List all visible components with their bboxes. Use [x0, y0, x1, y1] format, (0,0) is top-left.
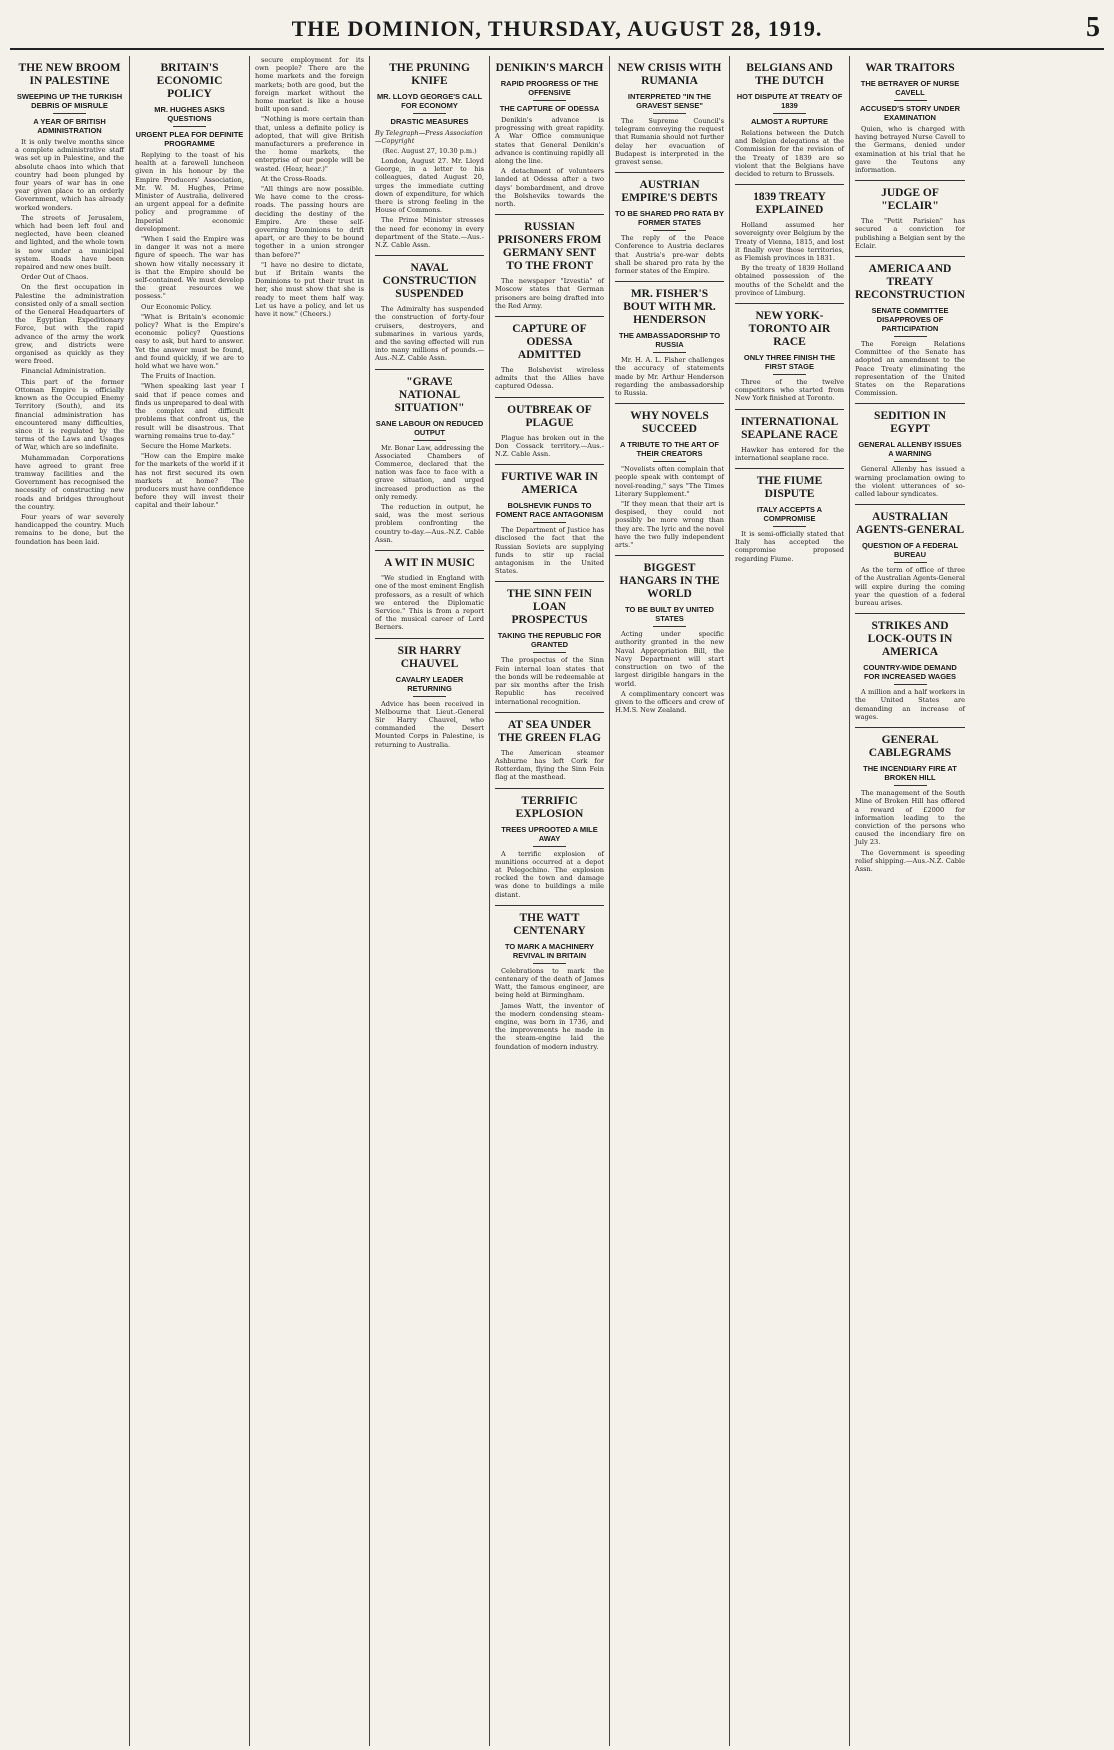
article-subhead: SENATE COMMITTEE DISAPPROVES OF PARTICIPATION	[871, 306, 949, 334]
article-paragraph: The Bolshevist wireless admits that the Allies have captured Odessa.	[495, 366, 604, 391]
article-headline: THE NEW BROOM IN PALESTINE	[18, 62, 121, 87]
article-divider	[855, 403, 965, 404]
article-paragraph: Relations between the Dutch and Belgian delegations at the Commission for the revision of the Treaty of 1839 are so violent that the Belgians have decided to return to Brussels.	[735, 129, 844, 179]
article-subhead: TREES UPROOTED A MILE AWAY	[501, 824, 598, 843]
article-subhead: CAVALRY LEADER RETURNING	[395, 674, 464, 693]
article-divider	[495, 905, 604, 906]
short-rule	[894, 562, 927, 563]
article-headline: BRITAIN'S ECONOMIC POLICY	[156, 62, 223, 100]
article-headline: JUDGE OF "ECLAIR"	[881, 187, 939, 213]
article-headline: THE WATT CENTENARY	[513, 911, 586, 937]
article-headline: NEW YORK-TORONTO AIR RACE	[748, 310, 831, 349]
short-rule	[773, 526, 806, 527]
article	[495, 581, 604, 705]
article-paragraph: Holland assumed her sovereignty over Belgium by the Treaty of Vienna, 1815, and lost it finally over those territories, as Flemish provinces in 1831.	[735, 221, 844, 263]
article-divider	[855, 256, 965, 257]
article-paragraph: It is only twelve months since a complete administrative staff was set up in Palestine, and the absolute chaos into which that country had been plunged by four years of war has in one year given place to an orderly Government, which has already worked wonders.	[15, 138, 124, 212]
article	[855, 180, 965, 250]
article	[615, 281, 724, 397]
article-deck: A YEAR OF BRITISH ADMINISTRATION	[33, 117, 106, 135]
article-subhead: A TRIBUTE TO THE ART OF THEIR CREATORS	[620, 440, 719, 459]
article-paragraph: Our Economic Policy.	[141, 302, 212, 311]
article-headline: THE SINN FEIN LOAN PROSPECTUS	[507, 588, 592, 627]
article-headline: AUSTRALIAN AGENTS-GENERAL	[856, 511, 964, 537]
article-paragraph: The Prime Minister stresses the need for economy in every department of the State.—Aus.-N.Z. Cable Assn.	[375, 216, 484, 250]
short-rule	[653, 352, 686, 353]
article-paragraph: "All things are now possible. We have come to the cross-roads. The passing hours are deciding the destiny of the Empire. Are these self-governing Dominions to drift apart, or are they to be bound together in a union stronger than before?"	[255, 185, 364, 259]
article-paragraph: As the term of office of three of the Australian Agents-General will expire during the coming year the question of a federal bureau arises.	[855, 566, 965, 608]
article-paragraph: A terrific explosion of munitions occurred at a depot at Pelegochino. The explosion rocked the town and damage was done to buildings a mile distant.	[495, 849, 604, 899]
article	[735, 468, 844, 563]
article-paragraph: The prospectus of the Sinn Fein internal loan states that the bonds will be redeemable at par six months after the Irish Republic has received international recognition.	[495, 656, 604, 706]
masthead-title: THE DOMINION, THURSDAY, AUGUST 28, 1919.	[291, 16, 823, 41]
article	[495, 214, 604, 310]
article-paragraph: "When speaking last year I said that if peace comes and finds us unprepared to deal with the complex and difficult problems that confront us, the result will be disastrous. That warning remains true to-day."	[135, 382, 244, 440]
article-paragraph: The Department of Justice has disclosed the fact that the Russian Soviets are supplying funds to stir up racial antagonism in the United States.	[495, 526, 604, 576]
article-subhead: MR. HUGHES ASKS QUESTIONS	[154, 105, 225, 123]
article-paragraph: A complimentary concert was given to the officers and crew of H.M.S. New Zealand.	[615, 689, 724, 715]
article-subhead: TO MARK A MACHINERY REVIVAL IN BRITAIN	[504, 941, 595, 960]
article-divider	[615, 403, 724, 404]
article	[255, 56, 364, 318]
article	[855, 256, 965, 397]
masthead	[10, 12, 1104, 50]
short-rule	[894, 100, 927, 101]
article-paragraph: "What is Britain's economic policy? What is the Empire's economic policy? Questions easy to ask, but hard to answer. Yet the answer must be found, and found quickly, if we are to hold what we have won."	[135, 312, 244, 371]
article	[375, 638, 484, 749]
article-subhead: RAPID PROGRESS OF THE OFFENSIVE	[500, 79, 599, 97]
short-rule	[894, 785, 927, 786]
article-subhead: THE AMBASSADORSHIP TO RUSSIA	[618, 331, 721, 350]
article	[855, 62, 965, 174]
article-subhead: QUESTION OF A FEDERAL BUREAU	[861, 541, 959, 560]
article	[735, 62, 844, 178]
article-headline: RUSSIAN PRISONERS FROM GERMANY SENT TO THE FRONT	[497, 221, 602, 273]
article-paragraph: Financial Administration.	[21, 367, 106, 376]
article-headline: NAVAL CONSTRUCTION SUSPENDED	[382, 262, 477, 301]
article-subhead: TO BE SHARED PRO RATA BY FORMER STATES	[615, 209, 724, 228]
article-paragraph: secure employment for its own people? There are the home markets and the foreign markets; both are good, but the foreign market without the home market is like a house built upon sand.	[255, 56, 364, 114]
article-divider	[375, 369, 484, 370]
article-divider	[495, 788, 604, 789]
column-1	[10, 56, 130, 1746]
article-paragraph: The management of the South Mine of Broken Hill has offered a reward of £2000 for information leading to the conviction of the persons who caused the incendiary fire on July 23.	[855, 789, 965, 847]
article-paragraph: "We studied in England with one of the most eminent English professors, as a result of which we entered the Diplomatic Service." This is from a report of the musical career of Lord Berners.	[375, 574, 484, 632]
article-paragraph: The streets of Jerusalem, which had been left foul and neglected, have been cleaned and lighted, and the whole town is now under a municipal system. Roads have been repaired and new ones built.	[15, 213, 124, 272]
article	[495, 62, 604, 208]
article-paragraph: The American steamer Ashburne has left Cork for Rotterdam, flying the Sinn Fein flag at the masthead.	[495, 748, 604, 782]
article-headline: NEW CRISIS WITH RUMANIA	[617, 62, 722, 87]
short-rule	[533, 100, 566, 101]
article-subhead: SWEEPING UP THE TURKISH DEBRIS OF MISRULE	[16, 92, 123, 110]
article-subhead: BOLSHEVIK FUNDS TO FOMENT RACE ANTAGONISM	[495, 501, 604, 520]
article-divider	[495, 712, 604, 713]
article-divider	[375, 255, 484, 256]
article	[495, 905, 604, 1051]
short-rule	[894, 461, 927, 462]
article-divider	[495, 214, 604, 215]
article-paragraph: General Allenby has issued a warning proclamation owing to the violent utterances of so-called labour syndicates.	[855, 465, 965, 499]
article-divider	[855, 504, 965, 505]
article-paragraph: Four years of war severely handicapped the country. Much remains to be done, but the foundation has been laid.	[15, 512, 124, 546]
article-headline: AMERICA AND TREATY RECONSTRUCTION	[855, 263, 965, 302]
article	[735, 409, 844, 462]
short-rule	[53, 113, 86, 114]
article-paragraph: "Nothing is more certain than that, unless a definite policy is adopted, that will give British manufacturers a preference in the home markets, the enterprise of our people will be wasted. (Hear, hear.)"	[255, 115, 364, 173]
article-headline: STRIKES AND LOCK-OUTS IN AMERICA	[867, 620, 953, 659]
article-deck: THE CAPTURE OF ODESSA	[499, 104, 600, 113]
article-deck: DRASTIC MEASURES	[390, 117, 469, 126]
column-8	[850, 56, 970, 1746]
article-headline: SIR HARRY CHAUVEL	[397, 644, 462, 670]
article-subhead: THE BETRAYER OF NURSE CAVELL	[860, 79, 960, 97]
article-paragraph: "Novelists often complain that people speak with contempt of novel-reading," says "The Times Literary Supplement."	[615, 465, 724, 498]
short-rule	[413, 113, 446, 114]
article-paragraph: "If they mean that their art is despised, they could not possibly be more wrong than they are. The lyric and the novel have the two fully independent arts."	[615, 500, 724, 550]
article	[495, 464, 604, 575]
article	[495, 397, 604, 459]
article-subhead: TAKING THE REPUBLIC FOR GRANTED	[497, 631, 602, 650]
article	[375, 62, 484, 249]
article-subhead: SANE LABOUR ON REDUCED OUTPUT	[375, 418, 484, 437]
article-paragraph: The reply of the Peace Conference to Austria declares that Austria's pre-war debts shall be shared pro rata by the former states of the Empire.	[615, 234, 724, 276]
article-divider	[735, 468, 844, 469]
short-rule	[773, 374, 806, 375]
article	[495, 316, 604, 391]
short-rule	[894, 336, 927, 337]
article-paragraph: Order Out of Chaos.	[21, 273, 89, 282]
short-rule	[173, 126, 206, 127]
article-paragraph: On the first occupation in Palestine the administration consisted only of a small section of the General Headquarters of the Egyptian Expeditionary Force, but with the rapid advance of the army the work grew, and districts were organised as quickly as they were freed.	[15, 283, 124, 366]
article-divider	[495, 397, 604, 398]
article-paragraph: The reduction in output, he said, was the most serious problem confronting the country to-day.—Aus.-N.Z. Cable Assn.	[375, 503, 484, 544]
article-paragraph: The Government is speeding relief shipping.—Aus.-N.Z. Cable Assn.	[855, 848, 965, 873]
article	[375, 550, 484, 631]
short-rule	[413, 440, 446, 441]
article	[735, 303, 844, 403]
article-headline: TERRIFIC EXPLOSION	[515, 794, 584, 820]
article-paragraph: Three of the twelve competitors who started from New York finished at Toronto.	[735, 378, 844, 403]
article-paragraph: Quien, who is charged with having betrayed Nurse Cavell to the Germans, denied under examination at his trial that he gave the Teutons any information.	[855, 125, 965, 175]
article	[495, 712, 604, 782]
article-headline: "GRAVE NATIONAL SITUATION"	[394, 375, 465, 414]
short-rule	[533, 963, 566, 964]
article	[495, 788, 604, 899]
short-rule	[653, 461, 686, 462]
article	[855, 504, 965, 607]
article-headline: WAR TRAITORS	[865, 62, 955, 74]
short-rule	[773, 113, 806, 114]
short-rule	[894, 684, 927, 685]
article-paragraph: Acting under specific authority granted in the new Naval Appropriation Bill, the Navy Department will start construction on two of the largest dirigible hangars in the world.	[615, 630, 724, 688]
article-headline: 1839 TREATY EXPLAINED	[753, 191, 826, 217]
article-subhead: INTERPRETED "IN THE GRAVEST SENSE"	[627, 92, 712, 110]
column-3	[250, 56, 370, 1746]
article-paragraph: Secure the Home Markets.	[141, 441, 232, 450]
article-divider	[735, 303, 844, 304]
article-divider	[495, 464, 604, 465]
article-divider	[615, 555, 724, 556]
article-subhead: ITALY ACCEPTS A COMPROMISE	[756, 505, 823, 524]
article-subhead: GENERAL ALLENBY ISSUES A WARNING	[858, 440, 962, 459]
article-subhead: ONLY THREE FINISH THE FIRST STAGE	[743, 353, 836, 372]
article-deck: ACCUSED'S STORY UNDER EXAMINATION	[860, 104, 960, 122]
short-rule	[533, 652, 566, 653]
article-paragraph: Mr. Bonar Law, addressing the Associated Chambers of Commerce, declared that the nation was face to face with a grave situation, and urged increased production as the only remedy.	[375, 443, 484, 501]
article-paragraph: London, August 27. Mr. Lloyd George, in a letter to his colleagues, dated August 20, urges the immediate cutting down of expenditure, for which there is strong feeling in the House of Commons.	[375, 157, 484, 215]
short-rule	[533, 522, 566, 523]
article-headline: INTERNATIONAL SEAPLANE RACE	[740, 415, 839, 441]
article	[615, 172, 724, 275]
article-headline: BIGGEST HANGARS IN THE WORLD	[619, 562, 720, 601]
article-deck: ALMOST A RUPTURE	[751, 117, 828, 126]
article-divider	[495, 581, 604, 582]
article-paragraph: The Admiralty has suspended the construction of forty-four cruisers, destroyers, and submarines in various yards, and the saving effected will run into many millions of pounds.—Aus.-N.Z. Cable Assn.	[375, 305, 484, 363]
article	[855, 727, 965, 873]
article-paragraph: Celebrations to mark the centenary of the death of James Watt, the famous engineer, are being held at Birmingham.	[495, 966, 604, 1000]
article-divider	[615, 172, 724, 173]
article-paragraph: Advice has been received in Melbourne that Lieut.-General Sir Harry Chauvel, who commanded the Desert Mounted Corps in Palestine, is returning to Australia.	[375, 699, 484, 749]
article-divider	[495, 316, 604, 317]
article-divider	[375, 550, 484, 551]
article	[15, 62, 124, 546]
article-paragraph: Replying to the toast of his health at a farewell luncheon given in his honour by the Empire Producers' Association, Mr. W. M. Hughes, Prime Minister of Australia, delivered an urgent appeal for a definite policy and programme of Imperial economic development.	[135, 151, 244, 233]
article-headline: MR. FISHER'S BOUT WITH MR. HENDERSON	[623, 288, 716, 327]
article	[135, 62, 244, 510]
article-divider	[855, 727, 965, 728]
article-divider	[735, 184, 844, 185]
short-rule	[653, 626, 686, 627]
article	[615, 62, 724, 166]
article-paragraph: A million and a half workers in the United States are demanding an increase of wages.	[855, 688, 965, 721]
article-subhead: COUNTRY-WIDE DEMAND FOR INCREASED WAGES	[863, 663, 957, 682]
article-paragraph: The newspaper "Izvestia" of Moscow states that German prisoners are being drafted into the Red Army.	[495, 277, 604, 310]
article-credit: By Telegraph—Press Association—Copyright	[375, 129, 483, 145]
article	[855, 613, 965, 721]
article-subhead: TO BE BUILT BY UNITED STATES	[625, 605, 714, 624]
article-paragraph: A detachment of volunteers landed at Odessa after a two days' bombardment, and drove the Bolsheviks towards the north.	[495, 167, 604, 209]
article-paragraph: The Supreme Council's telegram conveying the request that Rumania should not further delay her evacuation of Budapest is interpreted in the gravest sense.	[615, 117, 724, 167]
article-paragraph: By the treaty of 1839 Holland obtained possession of the mouths of the Scheldt and the province of Limburg.	[735, 264, 844, 297]
article	[615, 555, 724, 714]
article-subhead: THE INCENDIARY FIRE AT BROKEN HILL	[863, 764, 957, 783]
article-divider	[375, 638, 484, 639]
article-headline: CAPTURE OF ODESSA ADMITTED	[512, 323, 587, 362]
article-headline: A WIT IN MUSIC	[384, 557, 475, 570]
article-headline: DENIKIN'S MARCH	[495, 62, 604, 74]
article-paragraph: Mr. H. A. L. Fisher challenges the accuracy of statements made by Mr. Arthur Henderson regarding the ambassadorship to Russia.	[615, 356, 724, 398]
article-paragraph: This part of the former Ottoman Empire is officially known as the Occupied Enemy Territory (South), and its financial administration has encountered many difficulties, since it is regulated by the terms of the Laws and Usages of War, which are so indefinite.	[15, 377, 124, 452]
article-headline: SEDITION IN EGYPT	[874, 410, 946, 436]
article-headline: OUTBREAK OF PLAGUE	[507, 403, 592, 429]
short-rule	[533, 846, 566, 847]
article-headline: FURTIVE WAR IN AMERICA	[501, 471, 598, 497]
article-paragraph: Plague has broken out in the Don Cossack territory.—Aus.-N.Z. Cable Assn.	[495, 433, 604, 459]
article-headline: AT SEA UNDER THE GREEN FLAG	[498, 718, 601, 744]
article-paragraph: It is semi-officially stated that Italy has accepted the compromise proposed regarding Fiume.	[735, 530, 844, 563]
article-headline: THE FIUME DISPUTE	[756, 475, 823, 501]
short-rule	[653, 230, 686, 231]
article-subhead: MR. LLOYD GEORGE'S CALL FOR ECONOMY	[376, 92, 483, 110]
article	[735, 184, 844, 297]
article	[375, 369, 484, 544]
page-number: 5	[1086, 12, 1100, 43]
article-paragraph: The "Petit Parisien" has secured a conviction for publishing a Belgian sent by the Eclair.	[855, 217, 965, 250]
column-7	[730, 56, 850, 1746]
article-divider	[615, 281, 724, 282]
column-2	[130, 56, 250, 1746]
article-divider	[735, 409, 844, 410]
article	[855, 403, 965, 498]
short-rule	[413, 696, 446, 697]
columns-container	[10, 56, 1104, 1746]
short-rule	[653, 113, 686, 114]
article-paragraph: "I have no desire to dictate, but if Britain wants the Dominions to put their trust in her, she must show that she is ready to meet them half way. Let us have a policy, and let us have it now." (Cheers.)	[255, 260, 364, 319]
article-headline: WHY NOVELS SUCCEED	[630, 410, 709, 436]
column-4	[370, 56, 490, 1746]
article-headline: GENERAL CABLEGRAMS	[868, 734, 952, 760]
article-paragraph: The Fruits of Inaction.	[141, 372, 216, 381]
article-paragraph: At the Cross-Roads.	[261, 174, 328, 183]
article-headline: BELGIANS AND THE DUTCH	[746, 62, 833, 87]
column-6	[610, 56, 730, 1746]
article-paragraph: "When I said the Empire was in danger it was not a mere figure of speech. The war has shown how vitally necessary it is that the Empire should be self-contained. We must develop the great resources we possess."	[135, 235, 244, 301]
article-paragraph: "How can the Empire make for the markets of the world if it has not first secured its own markets at home? The producers must have confidence before they will invest their capital and their labour."	[135, 452, 244, 510]
article-dateline: (Rec. August 27, 10.30 p.m.)	[382, 147, 477, 155]
column-5	[490, 56, 610, 1746]
article-paragraph: Muhammadan Corporations have agreed to grant free tramway facilities and the Government has recognised the necessity of constructing new roads and bridges throughout the country.	[15, 453, 124, 511]
article-paragraph: James Watt, the inventor of the modern condensing steam-engine, was born in 1736, and the improvements he made in the steam-engine laid the foundation of modern industry.	[495, 1001, 604, 1051]
article-deck: URGENT PLEA FOR DEFINITE PROGRAMME	[135, 130, 244, 148]
article-divider	[855, 180, 965, 181]
article-paragraph: Hawker has entered for the international seaplane race.	[735, 445, 844, 462]
article-headline: THE PRUNING KNIFE	[389, 62, 470, 87]
article-divider	[855, 613, 965, 614]
article	[375, 255, 484, 362]
article-paragraph: The Foreign Relations Committee of the Senate has adopted an amendment to the Peace Treaty eliminating the representation of the United States on the Reparations Commission.	[855, 340, 965, 398]
article	[615, 403, 724, 549]
article-subhead: HOT DISPUTE AT TREATY OF 1839	[736, 92, 843, 110]
article-paragraph: Denikin's advance is progressing with great rapidity. A War Office communique states that General Denikin's advance is continuing rapidly all along the line.	[495, 116, 604, 166]
article-headline: AUSTRIAN EMPIRE'S DEBTS	[621, 179, 718, 205]
